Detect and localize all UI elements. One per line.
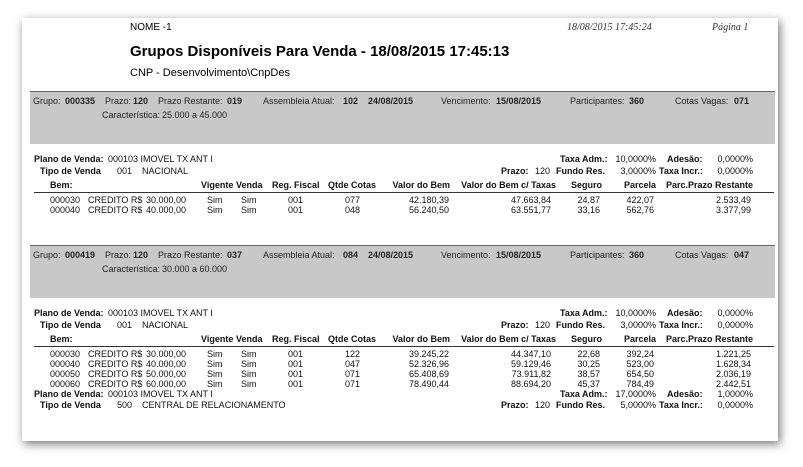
adesao-value: 0,0000%: [717, 308, 753, 318]
parc-prazo-cell: 3.377,99: [715, 205, 751, 215]
prazo-label: Prazo:: [105, 250, 132, 260]
valor-bem-taxas-cell: 88.694,20: [510, 379, 551, 389]
taxa-adm-label: Taxa Adm.:: [560, 308, 608, 318]
col-seguro: Seguro: [570, 334, 602, 344]
prazo-value: 120: [133, 250, 149, 260]
reg-fiscal-cell: 001: [288, 369, 304, 379]
seguro-cell: 22,68: [577, 349, 600, 359]
fundo-res-value: 5,0000%: [620, 400, 656, 410]
parcela-cell: 654,50: [626, 369, 654, 379]
grupo-value: 000419: [65, 250, 96, 260]
bem-valor: 50.000,00: [145, 369, 186, 379]
venda-cell: Sim: [241, 379, 257, 389]
taxa-adm-label: Taxa Adm.:: [560, 389, 608, 399]
fundo-res-label: Fundo Res.: [556, 320, 605, 330]
tipo-venda-code: 001: [117, 166, 133, 176]
valor-bem-cell: 56.240,50: [408, 205, 449, 215]
adesao-value: 1,0000%: [717, 389, 753, 399]
bem-desc: CREDITO R$: [88, 369, 143, 379]
col-qtde-cotas: Qtde Cotas: [328, 180, 377, 190]
taxa-adm-value: 17,0000%: [615, 389, 656, 399]
col-bem: Bem:: [50, 180, 73, 190]
col-parcela: Parcela: [623, 334, 656, 344]
participantes-label: Participantes:: [570, 96, 625, 106]
qtde-cotas-cell: 047: [345, 359, 361, 369]
qtde-cotas-cell: 048: [345, 205, 361, 215]
parc-prazo-cell: 1.221,25: [715, 349, 751, 359]
report-title: Grupos Disponíveis Para Venda - 18/08/2015 17:45:13: [130, 43, 510, 60]
valor-bem-cell: 52.326,96: [408, 359, 449, 369]
reg-fiscal-cell: 001: [288, 379, 304, 389]
tipo-venda-value: NACIONAL: [142, 320, 189, 330]
vencimento-label: Vencimento:: [441, 250, 491, 260]
col-parc-prazo: Parc.Prazo Restante: [665, 180, 753, 190]
bem-code: 000030: [50, 195, 81, 205]
venda-cell: Sim: [241, 195, 257, 205]
col-qtde-cotas: Qtde Cotas: [328, 334, 377, 344]
vigente-cell: Sim: [207, 379, 223, 389]
bem-desc: CREDITO R$: [88, 359, 143, 369]
prazo-plan-label: Prazo:: [501, 400, 529, 410]
col-reg-fiscal: Reg. Fiscal: [272, 334, 320, 344]
grupo-label: Grupo:: [33, 250, 61, 260]
assembleia-label: Assembleia Atual:: [263, 96, 335, 106]
vigente-cell: Sim: [207, 349, 223, 359]
caracteristica-label: Característica:: [102, 264, 161, 274]
bem-desc: CREDITO R$: [88, 205, 143, 215]
vigente-cell: Sim: [207, 359, 223, 369]
valor-bem-cell: 42.180,39: [408, 195, 449, 205]
assembleia-label: Assembleia Atual:: [263, 250, 335, 260]
tipo-venda-label: Tipo de Venda: [40, 166, 101, 176]
qtde-cotas-cell: 071: [345, 379, 361, 389]
vigente-cell: Sim: [207, 195, 223, 205]
valor-bem-cell: 78.490,44: [408, 379, 449, 389]
vigente-cell: Sim: [207, 369, 223, 379]
parcela-cell: 392,24: [626, 349, 654, 359]
plano-venda-label: Plano de Venda:: [34, 389, 104, 399]
bem-code: 000040: [50, 359, 81, 369]
col-vigente: Vigente: [201, 334, 234, 344]
caracteristica-label: Característica:: [102, 110, 161, 120]
seguro-cell: 33,16: [577, 205, 600, 215]
group-header-box: [30, 245, 775, 298]
parc-prazo-cell: 2.036,19: [715, 369, 751, 379]
fundo-res-label: Fundo Res.: [556, 400, 605, 410]
prazo-plan-label: Prazo:: [501, 166, 529, 176]
valor-bem-taxas-cell: 59.129,46: [510, 359, 551, 369]
reg-fiscal-cell: 001: [288, 205, 304, 215]
qtde-cotas-cell: 122: [345, 349, 361, 359]
tipo-venda-value: NACIONAL: [142, 166, 189, 176]
taxa-adm-value: 10,0000%: [615, 308, 656, 318]
taxa-incr-value: 0,0000%: [717, 400, 753, 410]
col-vigente: Vigente: [201, 180, 234, 190]
taxa-incr-label: Taxa Incr.:: [659, 320, 703, 330]
valor-bem-taxas-cell: 44.347,10: [510, 349, 551, 359]
valor-bem-cell: 39.245,22: [408, 349, 449, 359]
vencimento-label: Vencimento:: [441, 96, 491, 106]
reg-fiscal-cell: 001: [288, 359, 304, 369]
venda-cell: Sim: [241, 369, 257, 379]
seguro-cell: 38,57: [577, 369, 600, 379]
fundo-res-label: Fundo Res.: [556, 166, 605, 176]
header-divider: [34, 346, 774, 347]
valor-bem-taxas-cell: 73.911,82: [511, 369, 551, 379]
bem-desc: CREDITO R$: [88, 349, 143, 359]
plano-venda-label: Plano de Venda:: [34, 308, 104, 318]
prazo-plan-value: 120: [534, 166, 550, 176]
prazo-restante-label: Prazo Restante:: [158, 96, 223, 106]
plano-venda-value: 000103 IMOVEL TX ANT I: [108, 389, 213, 399]
parcela-cell: 562,76: [626, 205, 654, 215]
group-header-box: [30, 91, 775, 144]
parc-prazo-cell: 1.628,34: [715, 359, 751, 369]
vencimento-value: 15/08/2015: [496, 96, 542, 106]
reg-fiscal-cell: 001: [288, 195, 304, 205]
venda-cell: Sim: [241, 205, 257, 215]
prazo-plan-label: Prazo:: [501, 320, 529, 330]
cotas-vagas-label: Cotas Vagas:: [675, 250, 729, 260]
taxa-incr-value: 0,0000%: [717, 320, 753, 330]
qtde-cotas-cell: 077: [345, 195, 361, 205]
col-reg-fiscal: Reg. Fiscal: [272, 180, 320, 190]
tipo-venda-code: 001: [117, 320, 133, 330]
col-parc-prazo: Parc.Prazo Restante: [665, 334, 753, 344]
vencimento-value: 15/08/2015: [496, 250, 542, 260]
report-sheet: [22, 18, 778, 441]
venda-cell: Sim: [241, 349, 257, 359]
seguro-cell: 45,37: [577, 379, 600, 389]
report-user-name: NOME -1: [130, 22, 172, 33]
taxa-incr-label: Taxa Incr.:: [659, 166, 703, 176]
parc-prazo-cell: 2.442,51: [715, 379, 751, 389]
fundo-res-value: 3,0000%: [620, 320, 656, 330]
parcela-cell: 523,00: [626, 359, 654, 369]
participantes-value: 360: [629, 250, 645, 260]
grupo-value: 000335: [65, 96, 96, 106]
seguro-cell: 30,25: [577, 359, 600, 369]
prazo-restante-value: 019: [227, 96, 243, 106]
fundo-res-value: 3,0000%: [620, 166, 656, 176]
tipo-venda-value: CENTRAL DE RELACIONAMENTO: [142, 400, 286, 410]
valor-bem-taxas-cell: 47.663,84: [510, 195, 551, 205]
bem-code: 000060: [50, 379, 81, 389]
col-seguro: Seguro: [570, 180, 602, 190]
valor-bem-cell: 65.408,69: [408, 369, 449, 379]
taxa-incr-label: Taxa Incr.:: [659, 400, 703, 410]
col-valor-bem-taxas: Valor do Bem c/ Taxas: [461, 180, 556, 190]
bem-valor: 30.000,00: [145, 195, 186, 205]
bem-code: 000030: [50, 349, 81, 359]
report-datetime: 18/08/2015 17:45:24: [567, 22, 652, 33]
bem-desc: CREDITO R$: [88, 379, 143, 389]
vigente-cell: Sim: [207, 205, 223, 215]
adesao-value: 0,0000%: [717, 154, 753, 164]
bem-valor: 30.000,00: [145, 349, 186, 359]
bem-code: 000040: [50, 205, 81, 215]
cotas-vagas-value: 047: [734, 250, 750, 260]
participantes-label: Participantes:: [570, 250, 625, 260]
venda-cell: Sim: [241, 359, 257, 369]
valor-bem-taxas-cell: 63.551,77: [510, 205, 551, 215]
bem-valor: 40.000,00: [145, 205, 186, 215]
grupo-label: Grupo:: [33, 96, 61, 106]
plano-venda-value: 000103 IMOVEL TX ANT I: [108, 154, 213, 164]
bem-desc: CREDITO R$: [88, 195, 143, 205]
col-valor-bem: Valor do Bem: [392, 180, 450, 190]
prazo-label: Prazo:: [105, 96, 132, 106]
adesao-label: Adesão:: [667, 308, 703, 318]
adesao-label: Adesão:: [667, 154, 703, 164]
plano-venda-label: Plano de Venda:: [34, 154, 104, 164]
prazo-restante-label: Prazo Restante:: [158, 250, 223, 260]
cotas-vagas-value: 071: [734, 96, 750, 106]
assembleia-value: 084: [343, 250, 359, 260]
cotas-vagas-label: Cotas Vagas:: [675, 96, 729, 106]
page-number: Página 1: [712, 22, 749, 33]
seguro-cell: 24,87: [577, 195, 600, 205]
header-divider: [34, 192, 774, 193]
caracteristica-value: 30.000 a 60.000: [162, 264, 228, 274]
bem-code: 000050: [50, 369, 81, 379]
taxa-adm-label: Taxa Adm.:: [560, 154, 608, 164]
col-parcela: Parcela: [623, 180, 656, 190]
reg-fiscal-cell: 001: [288, 349, 304, 359]
taxa-incr-value: 0,0000%: [717, 166, 753, 176]
tipo-venda-label: Tipo de Venda: [40, 400, 101, 410]
tipo-venda-code: 500: [117, 400, 133, 410]
prazo-restante-value: 037: [227, 250, 243, 260]
adesao-label: Adesão:: [667, 389, 703, 399]
qtde-cotas-cell: 071: [345, 369, 361, 379]
bem-valor: 40.000,00: [145, 359, 186, 369]
col-venda: Venda: [236, 180, 263, 190]
assembleia-date: 24/08/2015: [368, 96, 414, 106]
parcela-cell: 784,49: [626, 379, 654, 389]
taxa-adm-value: 10,0000%: [615, 154, 656, 164]
assembleia-date: 24/08/2015: [368, 250, 414, 260]
assembleia-value: 102: [343, 96, 359, 106]
parc-prazo-cell: 2.533,49: [715, 195, 751, 205]
prazo-plan-value: 120: [534, 400, 550, 410]
participantes-value: 360: [629, 96, 645, 106]
col-bem: Bem:: [50, 334, 73, 344]
col-venda: Venda: [236, 334, 263, 344]
report-subtitle: CNP - Desenvolvimento\CnpDes: [130, 67, 290, 79]
bem-valor: 60.000,00: [145, 379, 186, 389]
col-valor-bem-taxas: Valor do Bem c/ Taxas: [461, 334, 556, 344]
caracteristica-value: 25.000 a 45.000: [162, 110, 228, 120]
prazo-plan-value: 120: [534, 320, 550, 330]
parcela-cell: 422,07: [626, 195, 654, 205]
plano-venda-value: 000103 IMOVEL TX ANT I: [108, 308, 213, 318]
tipo-venda-label: Tipo de Venda: [40, 320, 101, 330]
col-valor-bem: Valor do Bem: [392, 334, 450, 344]
prazo-value: 120: [133, 96, 149, 106]
